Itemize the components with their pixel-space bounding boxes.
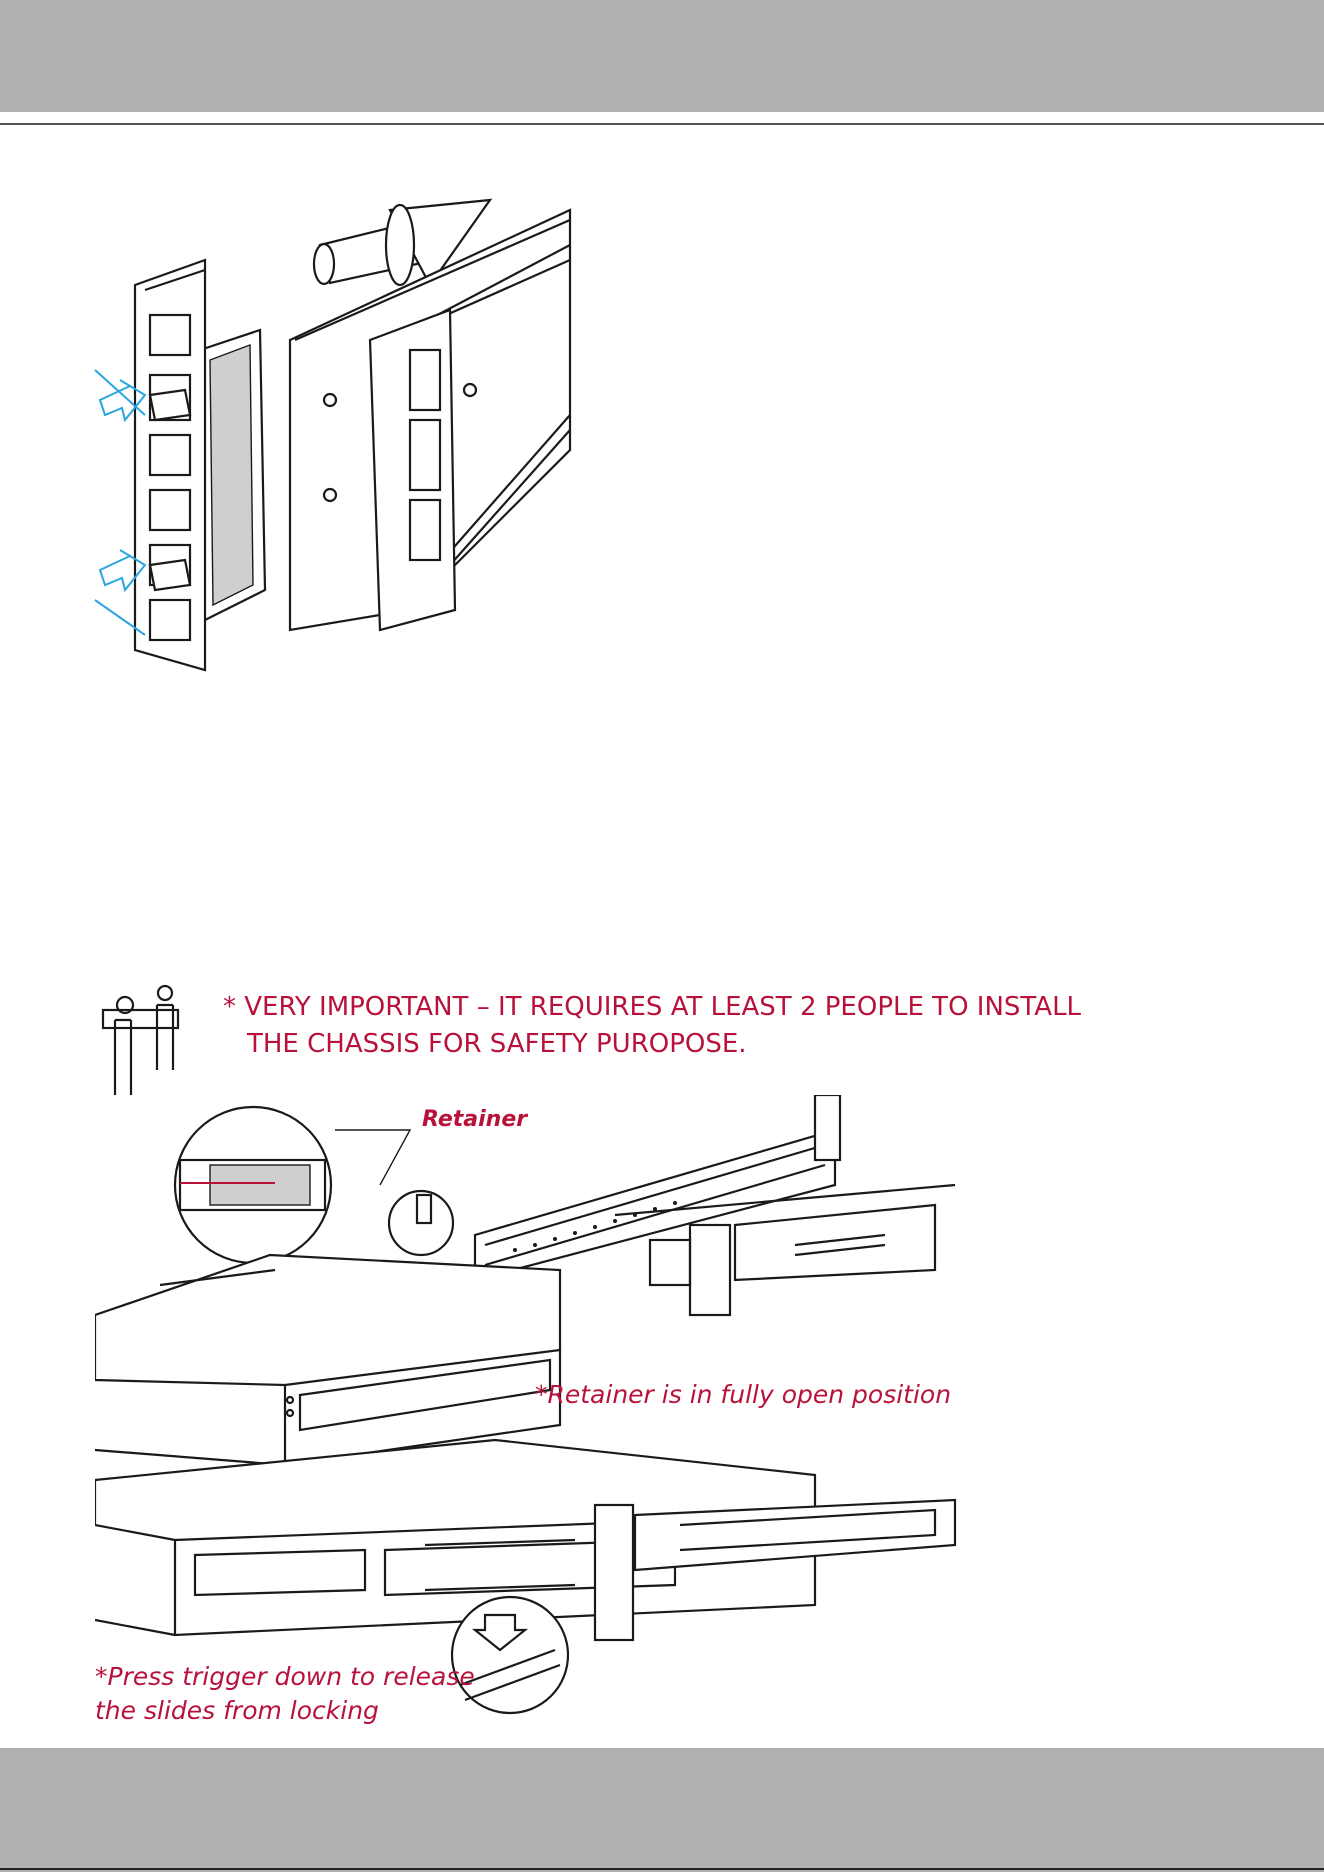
- warning-line-1: * VERY IMPORTANT – IT REQUIRES AT LEAST 2 PEOPLE TO INSTALL: [223, 992, 1082, 1022]
- rail-mounting-illustration: [90, 190, 590, 810]
- warning-line-2: THE CHASSIS FOR SAFETY PUROPOSE.: [247, 1029, 747, 1059]
- press-trigger-caption-line-2: the slides from locking: [95, 1696, 379, 1725]
- chassis-rails-illustration: [95, 1095, 1095, 1745]
- rear-rack-post: [690, 1225, 730, 1315]
- retainer-label: Retainer: [422, 1107, 528, 1132]
- press-trigger-caption-line-1: *Press trigger down to release: [95, 1662, 475, 1691]
- header-divider: [0, 123, 1324, 125]
- front-rack-post: [595, 1505, 633, 1640]
- retainer-open-caption: *Retainer is in fully open position: [535, 1380, 952, 1409]
- footer-bottom-line: [0, 1868, 1324, 1870]
- footer-band: [0, 1748, 1324, 1872]
- two-people-carry-icon: [103, 986, 178, 1095]
- installation-warning: [95, 975, 1095, 1105]
- header-band: [0, 0, 1324, 112]
